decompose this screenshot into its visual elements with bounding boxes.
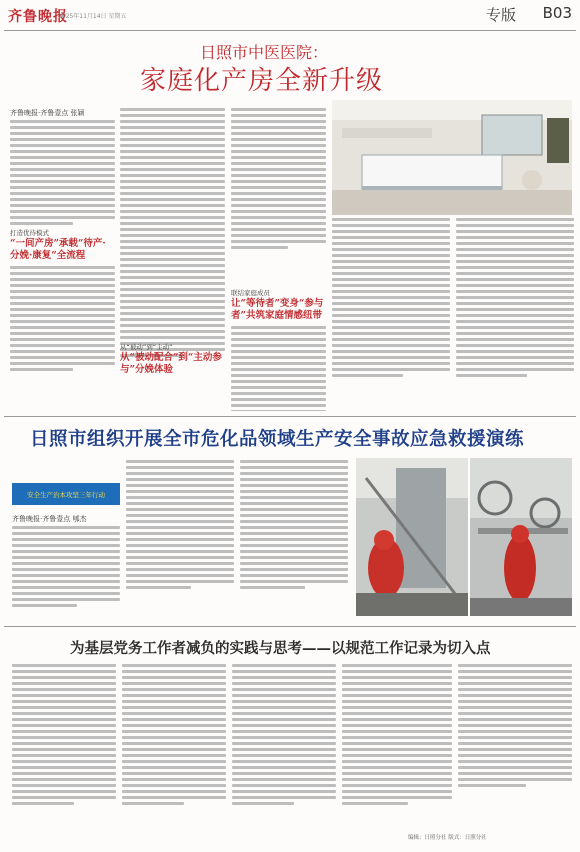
article2-body-col2 [126,460,234,620]
article1-title: 家庭化产房全新升级 [140,66,384,96]
article3-body-col4 [342,664,452,832]
article1-body-col5 [456,218,574,413]
article3-body-col2 [122,664,226,832]
masthead [0,0,580,30]
article3-body-col5 [458,664,572,829]
issue-date: 2025年11月14日 星期五 [58,13,127,20]
page-number: B03 [542,4,572,22]
article1-subhead-2: 从“被动配合”到“主动参与”分娩体验 [120,352,222,375]
header-divider [4,30,576,31]
drill-photo-left [356,458,468,616]
article1-subhead-3: 让“等待者”变身“参与者”共筑家庭情感纽带 [231,298,324,321]
article3-title: 为基层党务工作者减负的实践与思考——以规范工作记录为切入点 [70,640,491,657]
article3-body-col3 [232,664,336,832]
article1-body-col1b [10,266,115,406]
article2-body-col1 [12,526,120,621]
section-label: 专版 [485,6,516,24]
article1-kicker: 日照市中医医院： [200,43,329,62]
drill-photo-right [470,458,572,616]
subhead-label-2: 从“被动”到“主动” [120,343,173,351]
article1-divider [4,416,576,417]
drill-illustration-left [356,458,468,616]
article2-byline: 齐鲁晚报·齐鲁壹点 郇杰 [12,515,87,523]
article2-divider [4,626,576,627]
article1-body-col3b [231,326,326,411]
drill-illustration-right [470,458,572,616]
delivery-room-photo [332,100,572,215]
article3-body-col1 [12,664,116,832]
newspaper-logo: 齐鲁晚报 [8,9,68,25]
article1-subhead-1: “一间产房”承载“待产·分娩·康复”全流程 [10,238,106,261]
campaign-banner: 安全生产治本攻坚三年行动 [12,483,120,505]
subhead-label-1: 打造优待模式 [10,229,49,237]
article1-byline: 齐鲁晚报·齐鲁壹点 张颖 [10,109,85,117]
subhead-label-3: 联结家庭成员 [231,289,270,297]
delivery-room-illustration [332,100,572,215]
article2-title: 日照市组织开展全市危化品领域生产安全事故应急救援演练 [30,429,525,450]
article1-body-col4 [332,218,450,413]
article2-body-col3 [240,460,348,620]
article1-body-col3 [231,108,326,283]
editor-credit: 编辑：日照分社 版式：日照分社 [408,835,487,841]
